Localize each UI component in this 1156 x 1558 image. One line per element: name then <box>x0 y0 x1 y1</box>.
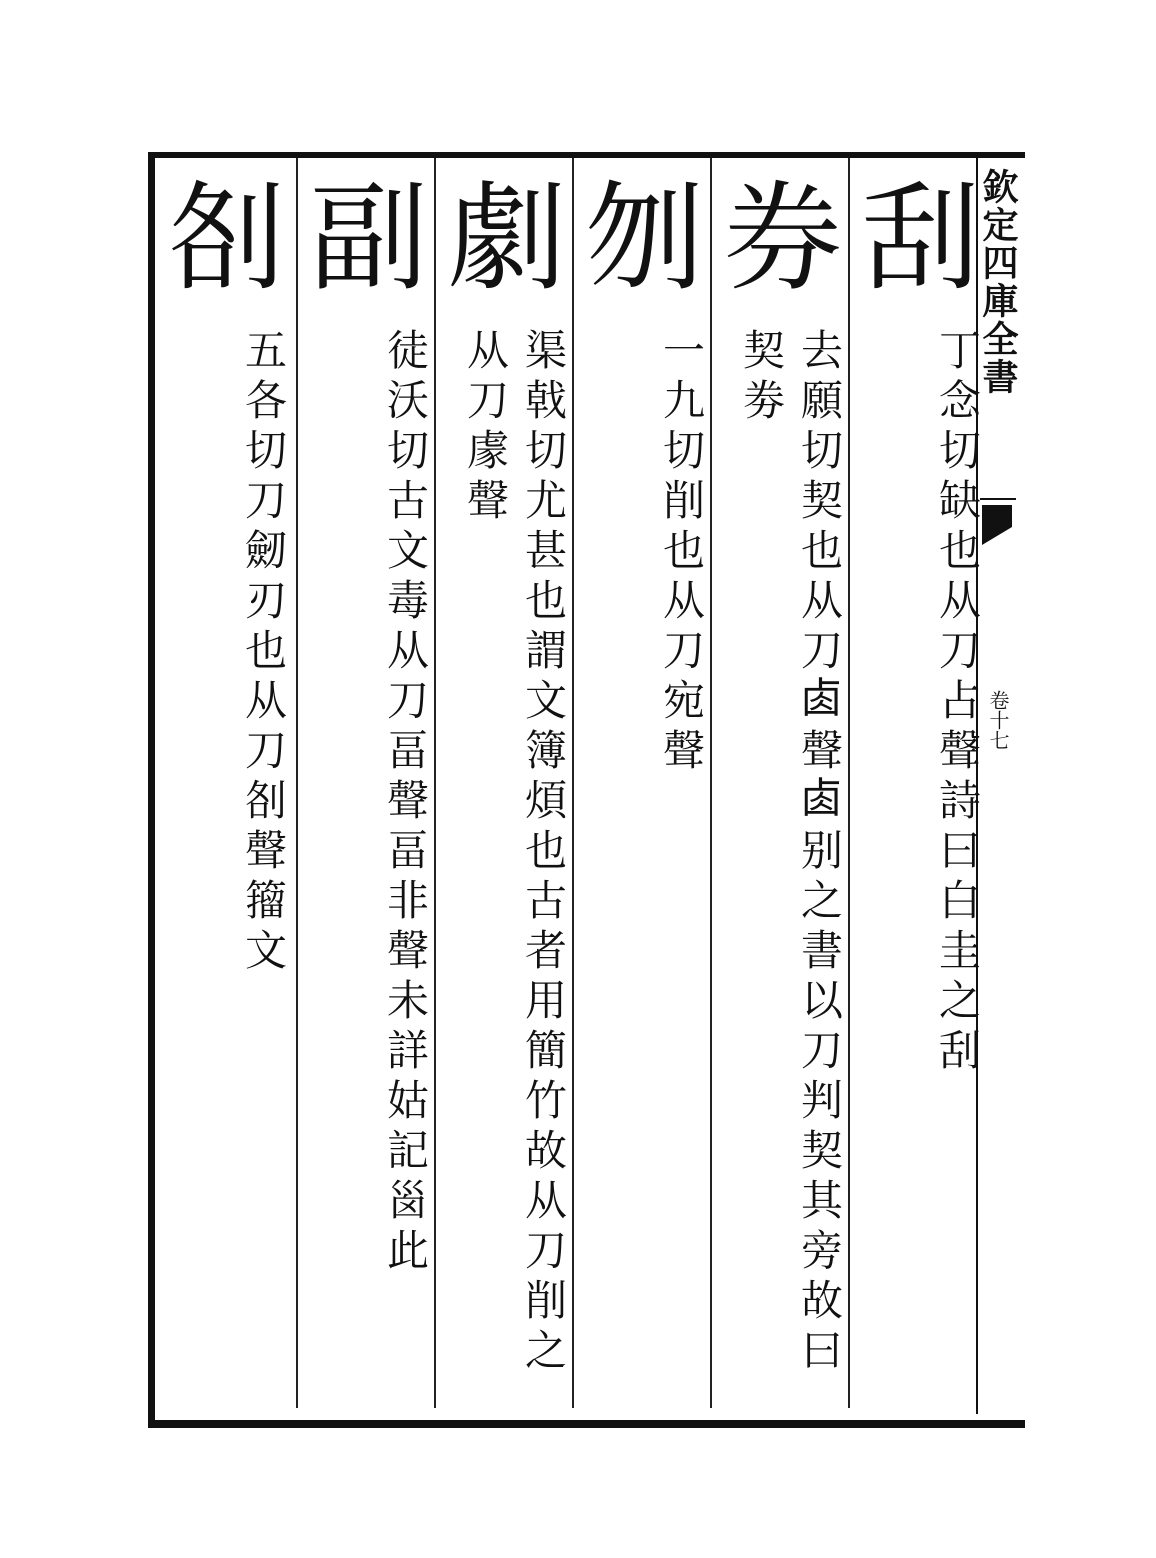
gloss-text: 一九切削也从刀宛聲 <box>657 328 706 778</box>
seal-character: 券 <box>723 169 842 307</box>
juan-label: 卷十七 <box>986 690 1010 750</box>
book-title: 欽定四庫全書 <box>977 168 1019 396</box>
entry-column <box>714 168 852 1398</box>
seal-character: 副 <box>309 169 428 307</box>
seal-character: 劇 <box>447 169 566 307</box>
gloss-text: 丁念切缺也从刀占聲詩曰白圭之刮 <box>933 328 982 1078</box>
gloss-text: 渠戟切尤甚也謂文簿煩也古者用簡竹故从刀削之从刀豦聲 <box>461 328 568 1378</box>
gloss-text: 五各切刀劒刃也从刀㓢聲籀文 <box>239 328 288 978</box>
seal-character: 刮 <box>861 169 980 307</box>
entry-column <box>852 168 990 1398</box>
gloss-text: 徒沃切古文毒从刀畐聲畐非聲未詳姑記𡿺此 <box>381 328 430 1278</box>
entry-column <box>300 168 438 1398</box>
seal-character: 㓢 <box>167 169 286 307</box>
column-divider <box>296 158 298 1408</box>
entry-column <box>438 168 576 1398</box>
seal-character: 刎 <box>585 169 704 307</box>
entry-column <box>158 168 296 1398</box>
entry-column <box>576 168 714 1398</box>
gloss-text: 去願切契也从刀𠧪聲𠧪别之書以刀判契其旁故曰契劵 <box>737 328 844 1378</box>
